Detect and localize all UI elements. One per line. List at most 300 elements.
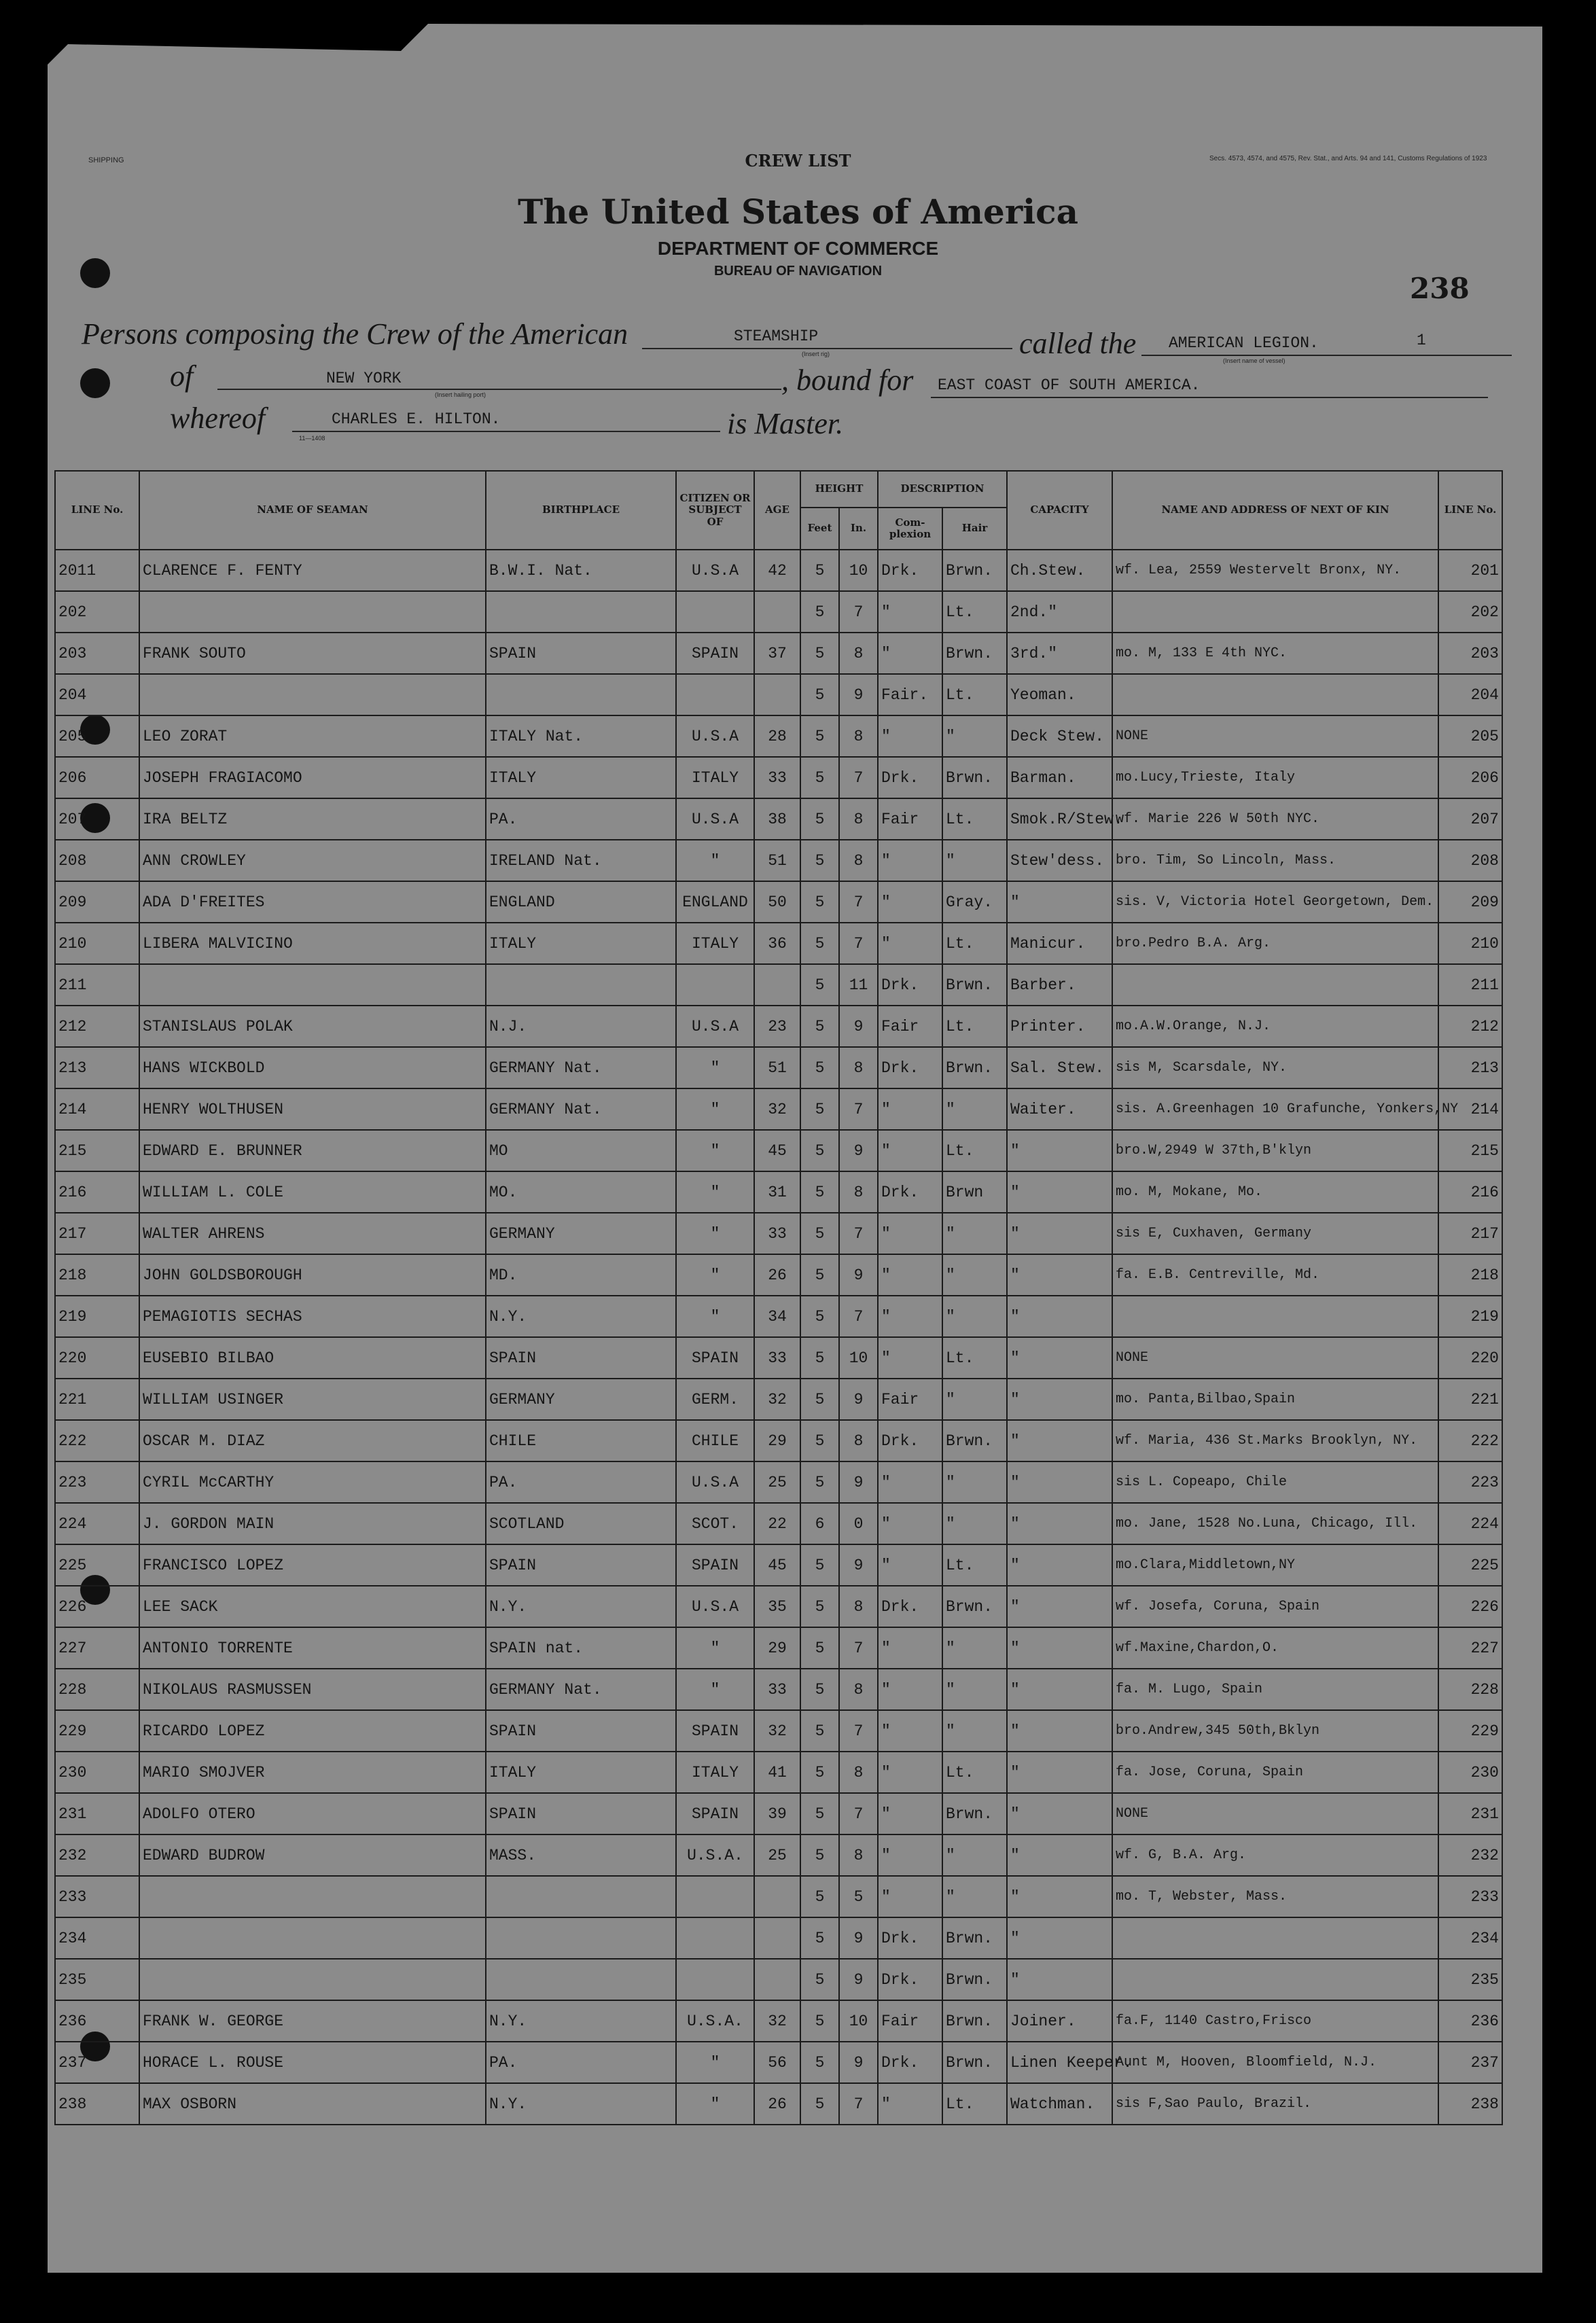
hair-cell: Brwn. <box>942 1420 1007 1461</box>
inches-cell: 8 <box>839 1420 878 1461</box>
birthplace-cell: PA. <box>486 798 676 840</box>
age-cell: 56 <box>754 2042 800 2083</box>
inches-cell: 8 <box>839 1669 878 1710</box>
citizenship-cell: GERM. <box>676 1379 754 1420</box>
hair-cell: " <box>942 1213 1007 1254</box>
hair-cell: Lt. <box>942 591 1007 633</box>
capacity-cell: " <box>1007 1337 1112 1379</box>
birthplace-cell: ITALY <box>486 757 676 798</box>
line-no-cell: 2011 <box>55 550 139 591</box>
citizenship-cell: U.S.A <box>676 715 754 757</box>
complexion-cell: " <box>878 840 942 881</box>
age-cell: 29 <box>754 1420 800 1461</box>
hair-cell: Brwn <box>942 1171 1007 1213</box>
next-of-kin-cell: mo.A.W.Orange, N.J. <box>1112 1006 1438 1047</box>
line-no-cell: 210 <box>55 923 139 964</box>
right-line-no-cell: 209 <box>1438 881 1502 923</box>
right-line-no-cell: 238 <box>1438 2083 1502 2125</box>
complexion-cell: " <box>878 1461 942 1503</box>
citizenship-cell <box>676 1917 754 1959</box>
table-row <box>55 1171 1502 1213</box>
right-line-no-cell: 215 <box>1438 1130 1502 1171</box>
complexion-cell: " <box>878 633 942 674</box>
next-of-kin-cell: wf.Maxine,Chardon,O. <box>1112 1627 1438 1669</box>
citizenship-cell: " <box>676 1047 754 1088</box>
seaman-name-cell: OSCAR M. DIAZ <box>139 1420 486 1461</box>
col-name: NAME OF SEAMAN <box>139 471 486 550</box>
right-line-no-cell: 223 <box>1438 1461 1502 1503</box>
age-cell: 37 <box>754 633 800 674</box>
col-line-no-right: LINE No. <box>1438 471 1502 550</box>
next-of-kin-cell: bro. Tim, So Lincoln, Mass. <box>1112 840 1438 881</box>
birthplace-cell: PA. <box>486 1461 676 1503</box>
inches-cell: 0 <box>839 1503 878 1544</box>
birthplace-cell <box>486 1876 676 1917</box>
age-cell: 22 <box>754 1503 800 1544</box>
feet-cell: 5 <box>800 1959 839 2000</box>
complexion-cell: " <box>878 1544 942 1586</box>
seaman-name-cell: EDWARD E. BRUNNER <box>139 1130 486 1171</box>
of-label: of <box>170 359 194 393</box>
inches-cell: 7 <box>839 2083 878 2125</box>
citizenship-cell: U.S.A <box>676 1461 754 1503</box>
seaman-name-cell: EDWARD BUDROW <box>139 1834 486 1876</box>
right-line-no-cell: 216 <box>1438 1171 1502 1213</box>
citizenship-cell: " <box>676 1171 754 1213</box>
line-no-cell: 214 <box>55 1088 139 1130</box>
line-no-cell: 207 <box>55 798 139 840</box>
age-cell: 23 <box>754 1006 800 1047</box>
right-line-no-cell: 207 <box>1438 798 1502 840</box>
inches-cell: 7 <box>839 923 878 964</box>
birthplace-cell <box>486 591 676 633</box>
next-of-kin-cell: mo.Lucy,Trieste, Italy <box>1112 757 1438 798</box>
complexion-cell: " <box>878 1627 942 1669</box>
right-line-no-cell: 227 <box>1438 1627 1502 1669</box>
complexion-cell: Fair <box>878 2000 942 2042</box>
feet-cell: 5 <box>800 1296 839 1337</box>
feet-cell: 5 <box>800 2083 839 2125</box>
bound-for-label: , bound for <box>781 363 914 397</box>
crew-rows <box>55 550 1502 2125</box>
table-row <box>55 1834 1502 1876</box>
feet-cell: 5 <box>800 840 839 881</box>
capacity-cell: " <box>1007 1503 1112 1544</box>
seaman-name-cell: HORACE L. ROUSE <box>139 2042 486 2083</box>
right-line-no-cell: 217 <box>1438 1213 1502 1254</box>
inches-cell: 7 <box>839 1710 878 1752</box>
line-no-cell: 228 <box>55 1669 139 1710</box>
whereof-label: whereof <box>170 402 266 435</box>
complexion-cell: Drk. <box>878 964 942 1006</box>
seaman-name-cell: MAX OSBORN <box>139 2083 486 2125</box>
inches-cell: 7 <box>839 757 878 798</box>
seaman-name-cell <box>139 964 486 1006</box>
feet-cell: 5 <box>800 1254 839 1296</box>
hair-cell: Brwn. <box>942 1047 1007 1088</box>
age-cell: 38 <box>754 798 800 840</box>
capacity-cell: " <box>1007 881 1112 923</box>
citizenship-cell: U.S.A <box>676 1006 754 1047</box>
citizenship-cell: SPAIN <box>676 633 754 674</box>
right-line-no-cell: 232 <box>1438 1834 1502 1876</box>
next-of-kin-cell: wf. G, B.A. Arg. <box>1112 1834 1438 1876</box>
feet-cell: 5 <box>800 757 839 798</box>
inches-cell: 9 <box>839 674 878 715</box>
birthplace-cell: IRELAND Nat. <box>486 840 676 881</box>
capacity-cell: " <box>1007 1130 1112 1171</box>
line-no-cell: 219 <box>55 1296 139 1337</box>
table-row <box>55 1130 1502 1171</box>
birthplace-cell <box>486 1917 676 1959</box>
feet-cell: 5 <box>800 1420 839 1461</box>
inches-cell: 8 <box>839 1171 878 1213</box>
hair-cell: Lt. <box>942 1337 1007 1379</box>
line-no-cell: 209 <box>55 881 139 923</box>
hair-cell: " <box>942 1627 1007 1669</box>
hair-cell: " <box>942 1088 1007 1130</box>
right-line-no-cell: 237 <box>1438 2042 1502 2083</box>
birthplace-cell: MO <box>486 1130 676 1171</box>
capacity-cell: " <box>1007 1752 1112 1793</box>
feet-cell: 5 <box>800 881 839 923</box>
seaman-name-cell: LIBERA MALVICINO <box>139 923 486 964</box>
seaman-name-cell: EUSEBIO BILBAO <box>139 1337 486 1379</box>
table-row <box>55 1296 1502 1337</box>
complexion-cell: " <box>878 1337 942 1379</box>
capacity-cell: " <box>1007 1876 1112 1917</box>
seaman-name-cell: LEO ZORAT <box>139 715 486 757</box>
vessel-mark: 1 <box>1417 332 1426 349</box>
table-row <box>55 1088 1502 1130</box>
feet-cell: 5 <box>800 674 839 715</box>
feet-cell: 5 <box>800 1213 839 1254</box>
hair-cell: Lt. <box>942 1130 1007 1171</box>
age-cell <box>754 591 800 633</box>
destination-underline <box>931 397 1488 398</box>
hair-cell: " <box>942 1503 1007 1544</box>
next-of-kin-cell <box>1112 1917 1438 1959</box>
complexion-cell: " <box>878 1254 942 1296</box>
capacity-cell: " <box>1007 1461 1112 1503</box>
line-no-cell: 233 <box>55 1876 139 1917</box>
punch-hole <box>80 368 110 398</box>
table-row <box>55 715 1502 757</box>
age-cell: 29 <box>754 1627 800 1669</box>
age-cell: 32 <box>754 1710 800 1752</box>
master-name: CHARLES E. HILTON. <box>332 410 501 428</box>
hair-cell: Brwn. <box>942 550 1007 591</box>
seaman-name-cell: RICARDO LOPEZ <box>139 1710 486 1752</box>
hair-cell: " <box>942 1379 1007 1420</box>
birthplace-cell: MD. <box>486 1254 676 1296</box>
capacity-cell: Watchman. <box>1007 2083 1112 2125</box>
col-birthplace: BIRTHPLACE <box>486 471 676 550</box>
feet-cell: 5 <box>800 1337 839 1379</box>
feet-cell: 5 <box>800 923 839 964</box>
feet-cell: 5 <box>800 798 839 840</box>
inches-cell: 10 <box>839 1337 878 1379</box>
right-line-no-cell: 234 <box>1438 1917 1502 1959</box>
complexion-cell: Drk. <box>878 1171 942 1213</box>
capacity-cell: 2nd." <box>1007 591 1112 633</box>
next-of-kin-cell: wf. Maria, 436 St.Marks Brooklyn, NY. <box>1112 1420 1438 1461</box>
capacity-cell: " <box>1007 1627 1112 1669</box>
feet-cell: 5 <box>800 1461 839 1503</box>
capacity-cell: " <box>1007 1171 1112 1213</box>
age-cell: 33 <box>754 1337 800 1379</box>
age-cell: 26 <box>754 2083 800 2125</box>
citizenship-cell: U.S.A. <box>676 1834 754 1876</box>
complexion-cell: " <box>878 1752 942 1793</box>
birthplace-cell: N.Y. <box>486 2000 676 2042</box>
next-of-kin-cell: mo.Clara,Middletown,NY <box>1112 1544 1438 1586</box>
age-cell: 50 <box>754 881 800 923</box>
birthplace-cell: MO. <box>486 1171 676 1213</box>
next-of-kin-cell: sis M, Scarsdale, NY. <box>1112 1047 1438 1088</box>
seaman-name-cell: ADA D'FREITES <box>139 881 486 923</box>
inches-cell: 8 <box>839 840 878 881</box>
seaman-name-cell: JOSEPH FRAGIACOMO <box>139 757 486 798</box>
age-cell <box>754 674 800 715</box>
complexion-cell: " <box>878 1213 942 1254</box>
next-of-kin-cell: sis. A.Greenhagen 10 Grafunche, Yonkers,NY <box>1112 1088 1438 1130</box>
age-cell: 33 <box>754 757 800 798</box>
capacity-cell: " <box>1007 1710 1112 1752</box>
complexion-cell: " <box>878 2083 942 2125</box>
seaman-name-cell: ADOLFO OTERO <box>139 1793 486 1834</box>
seaman-name-cell: STANISLAUS POLAK <box>139 1006 486 1047</box>
line-no-cell: 230 <box>55 1752 139 1793</box>
capacity-cell: Sal. Stew. <box>1007 1047 1112 1088</box>
age-cell: 33 <box>754 1669 800 1710</box>
table-row <box>55 1213 1502 1254</box>
line-no-cell: 234 <box>55 1917 139 1959</box>
age-cell: 26 <box>754 1254 800 1296</box>
corner-note: SHIPPING <box>88 156 124 164</box>
citizenship-cell: " <box>676 1296 754 1337</box>
age-cell: 32 <box>754 1379 800 1420</box>
citizenship-cell: SPAIN <box>676 1544 754 1586</box>
hair-cell: " <box>942 1461 1007 1503</box>
citizenship-cell: " <box>676 1213 754 1254</box>
age-cell: 32 <box>754 1088 800 1130</box>
table-row <box>55 633 1502 674</box>
hair-cell: Lt. <box>942 1544 1007 1586</box>
age-cell: 45 <box>754 1130 800 1171</box>
inches-cell: 8 <box>839 1752 878 1793</box>
right-line-no-cell: 235 <box>1438 1959 1502 2000</box>
inches-cell: 8 <box>839 715 878 757</box>
citizenship-cell: " <box>676 2083 754 2125</box>
page-number: 238 <box>1410 272 1470 305</box>
seaman-name-cell: J. GORDON MAIN <box>139 1503 486 1544</box>
right-line-no-cell: 201 <box>1438 550 1502 591</box>
right-line-no-cell: 205 <box>1438 715 1502 757</box>
crew-table <box>54 470 1503 2125</box>
col-complexion: Com-plexion <box>878 508 942 550</box>
seaman-name-cell: FRANCISCO LOPEZ <box>139 1544 486 1586</box>
line-no-cell: 231 <box>55 1793 139 1834</box>
line-no-cell: 202 <box>55 591 139 633</box>
right-line-no-cell: 229 <box>1438 1710 1502 1752</box>
inches-cell: 8 <box>839 1834 878 1876</box>
citizenship-cell: SPAIN <box>676 1337 754 1379</box>
port-underline <box>217 389 781 390</box>
birthplace-cell: ITALY <box>486 923 676 964</box>
table-row <box>55 550 1502 591</box>
feet-cell: 5 <box>800 1544 839 1586</box>
table-row <box>55 1959 1502 2000</box>
line-no-cell: 224 <box>55 1503 139 1544</box>
birthplace-cell: SPAIN nat. <box>486 1627 676 1669</box>
age-cell: 25 <box>754 1834 800 1876</box>
birthplace-cell: ENGLAND <box>486 881 676 923</box>
hair-cell: Brwn. <box>942 1793 1007 1834</box>
seaman-name-cell: JOHN GOLDSBOROUGH <box>139 1254 486 1296</box>
capacity-cell: Ch.Stew. <box>1007 550 1112 591</box>
hair-cell: Lt. <box>942 2083 1007 2125</box>
right-line-no-cell: 212 <box>1438 1006 1502 1047</box>
inches-cell: 7 <box>839 1213 878 1254</box>
feet-cell: 5 <box>800 1171 839 1213</box>
birthplace-cell: N.Y. <box>486 2083 676 2125</box>
birthplace-cell: SPAIN <box>486 1793 676 1834</box>
table-row <box>55 840 1502 881</box>
table-row <box>55 1710 1502 1752</box>
birthplace-cell: SPAIN <box>486 1544 676 1586</box>
age-cell: 42 <box>754 550 800 591</box>
next-of-kin-cell: NONE <box>1112 1337 1438 1379</box>
age-cell <box>754 1876 800 1917</box>
next-of-kin-cell: bro.W,2949 W 37th,B'klyn <box>1112 1130 1438 1171</box>
line-no-cell: 232 <box>55 1834 139 1876</box>
table-row <box>55 1752 1502 1793</box>
capacity-cell: " <box>1007 1959 1112 2000</box>
next-of-kin-cell: bro.Pedro B.A. Arg. <box>1112 923 1438 964</box>
age-cell: 51 <box>754 1047 800 1088</box>
complexion-cell: " <box>878 1130 942 1171</box>
complexion-cell: Fair <box>878 1006 942 1047</box>
hair-cell: " <box>942 1254 1007 1296</box>
hair-cell: Lt. <box>942 674 1007 715</box>
capacity-cell: Barman. <box>1007 757 1112 798</box>
next-of-kin-cell: fa.F, 1140 Castro,Frisco <box>1112 2000 1438 2042</box>
complexion-cell: Fair <box>878 1379 942 1420</box>
next-of-kin-cell: fa. Jose, Coruna, Spain <box>1112 1752 1438 1793</box>
next-of-kin-cell <box>1112 1959 1438 2000</box>
birthplace-cell: SPAIN <box>486 1337 676 1379</box>
capacity-cell: " <box>1007 1544 1112 1586</box>
col-height: HEIGHT <box>800 471 878 508</box>
next-of-kin-cell <box>1112 591 1438 633</box>
table-row <box>55 923 1502 964</box>
inches-cell: 7 <box>839 881 878 923</box>
vessel-name: AMERICAN LEGION. <box>1169 334 1319 352</box>
table-row <box>55 964 1502 1006</box>
citizenship-cell: " <box>676 840 754 881</box>
line-no-cell: 205 <box>55 715 139 757</box>
seaman-name-cell: WILLIAM USINGER <box>139 1379 486 1420</box>
rig-hint: (Insert rig) <box>802 351 830 357</box>
col-capacity: CAPACITY <box>1007 471 1112 550</box>
hair-cell: " <box>942 1834 1007 1876</box>
right-line-no-cell: 214 <box>1438 1088 1502 1130</box>
feet-cell: 5 <box>800 1006 839 1047</box>
birthplace-cell: SPAIN <box>486 1710 676 1752</box>
table-row <box>55 2042 1502 2083</box>
capacity-cell: " <box>1007 1420 1112 1461</box>
complexion-cell: Fair. <box>878 674 942 715</box>
capacity-cell: " <box>1007 1213 1112 1254</box>
complexion-cell: " <box>878 881 942 923</box>
age-cell: 36 <box>754 923 800 964</box>
age-cell <box>754 964 800 1006</box>
next-of-kin-cell: NONE <box>1112 715 1438 757</box>
feet-cell: 5 <box>800 591 839 633</box>
inches-cell: 10 <box>839 550 878 591</box>
table-row <box>55 1544 1502 1586</box>
seaman-name-cell: ANTONIO TORRENTE <box>139 1627 486 1669</box>
table-row <box>55 1793 1502 1834</box>
citizenship-cell: ITALY <box>676 923 754 964</box>
age-cell: 39 <box>754 1793 800 1834</box>
line-no-cell: 229 <box>55 1710 139 1752</box>
capacity-cell: " <box>1007 1834 1112 1876</box>
next-of-kin-cell: wf. Marie 226 W 50th NYC. <box>1112 798 1438 840</box>
line-no-cell: 238 <box>55 2083 139 2125</box>
line-no-cell: 216 <box>55 1171 139 1213</box>
birthplace-cell: GERMANY Nat. <box>486 1669 676 1710</box>
right-line-no-cell: 233 <box>1438 1876 1502 1917</box>
seaman-name-cell: HANS WICKBOLD <box>139 1047 486 1088</box>
feet-cell: 5 <box>800 550 839 591</box>
right-line-no-cell: 211 <box>1438 964 1502 1006</box>
line-no-cell: 236 <box>55 2000 139 2042</box>
right-line-no-cell: 228 <box>1438 1669 1502 1710</box>
statute-note: Secs. 4573, 4574, and 4575, Rev. Stat., and Arts. 94 and 141, Customs Regulations of 1923 <box>1209 155 1487 162</box>
hair-cell: Brwn. <box>942 964 1007 1006</box>
master-underline <box>292 431 720 432</box>
right-line-no-cell: 225 <box>1438 1544 1502 1586</box>
birthplace-cell: GERMANY Nat. <box>486 1088 676 1130</box>
feet-cell: 5 <box>800 1586 839 1627</box>
right-line-no-cell: 231 <box>1438 1793 1502 1834</box>
seaman-name-cell: WALTER AHRENS <box>139 1213 486 1254</box>
table-row <box>55 1047 1502 1088</box>
citizenship-cell: " <box>676 1669 754 1710</box>
birthplace-cell: ITALY <box>486 1752 676 1793</box>
line-no-cell: 212 <box>55 1006 139 1047</box>
seaman-name-cell: FRANK W. GEORGE <box>139 2000 486 2042</box>
next-of-kin-cell: fa. M. Lugo, Spain <box>1112 1669 1438 1710</box>
complexion-cell: " <box>878 1088 942 1130</box>
birthplace-cell: GERMANY <box>486 1213 676 1254</box>
next-of-kin-cell: sis L. Copeapo, Chile <box>1112 1461 1438 1503</box>
capacity-cell: 3rd." <box>1007 633 1112 674</box>
is-master-label: is Master. <box>727 407 844 440</box>
age-cell: 34 <box>754 1296 800 1337</box>
inches-cell: 9 <box>839 1461 878 1503</box>
right-line-no-cell: 226 <box>1438 1586 1502 1627</box>
seaman-name-cell: HENRY WOLTHUSEN <box>139 1088 486 1130</box>
feet-cell: 5 <box>800 1379 839 1420</box>
inches-cell: 9 <box>839 1917 878 1959</box>
line-no-cell: 227 <box>55 1627 139 1669</box>
citizenship-cell <box>676 1959 754 2000</box>
line-no-cell: 223 <box>55 1461 139 1503</box>
seaman-name-cell: IRA BELTZ <box>139 798 486 840</box>
